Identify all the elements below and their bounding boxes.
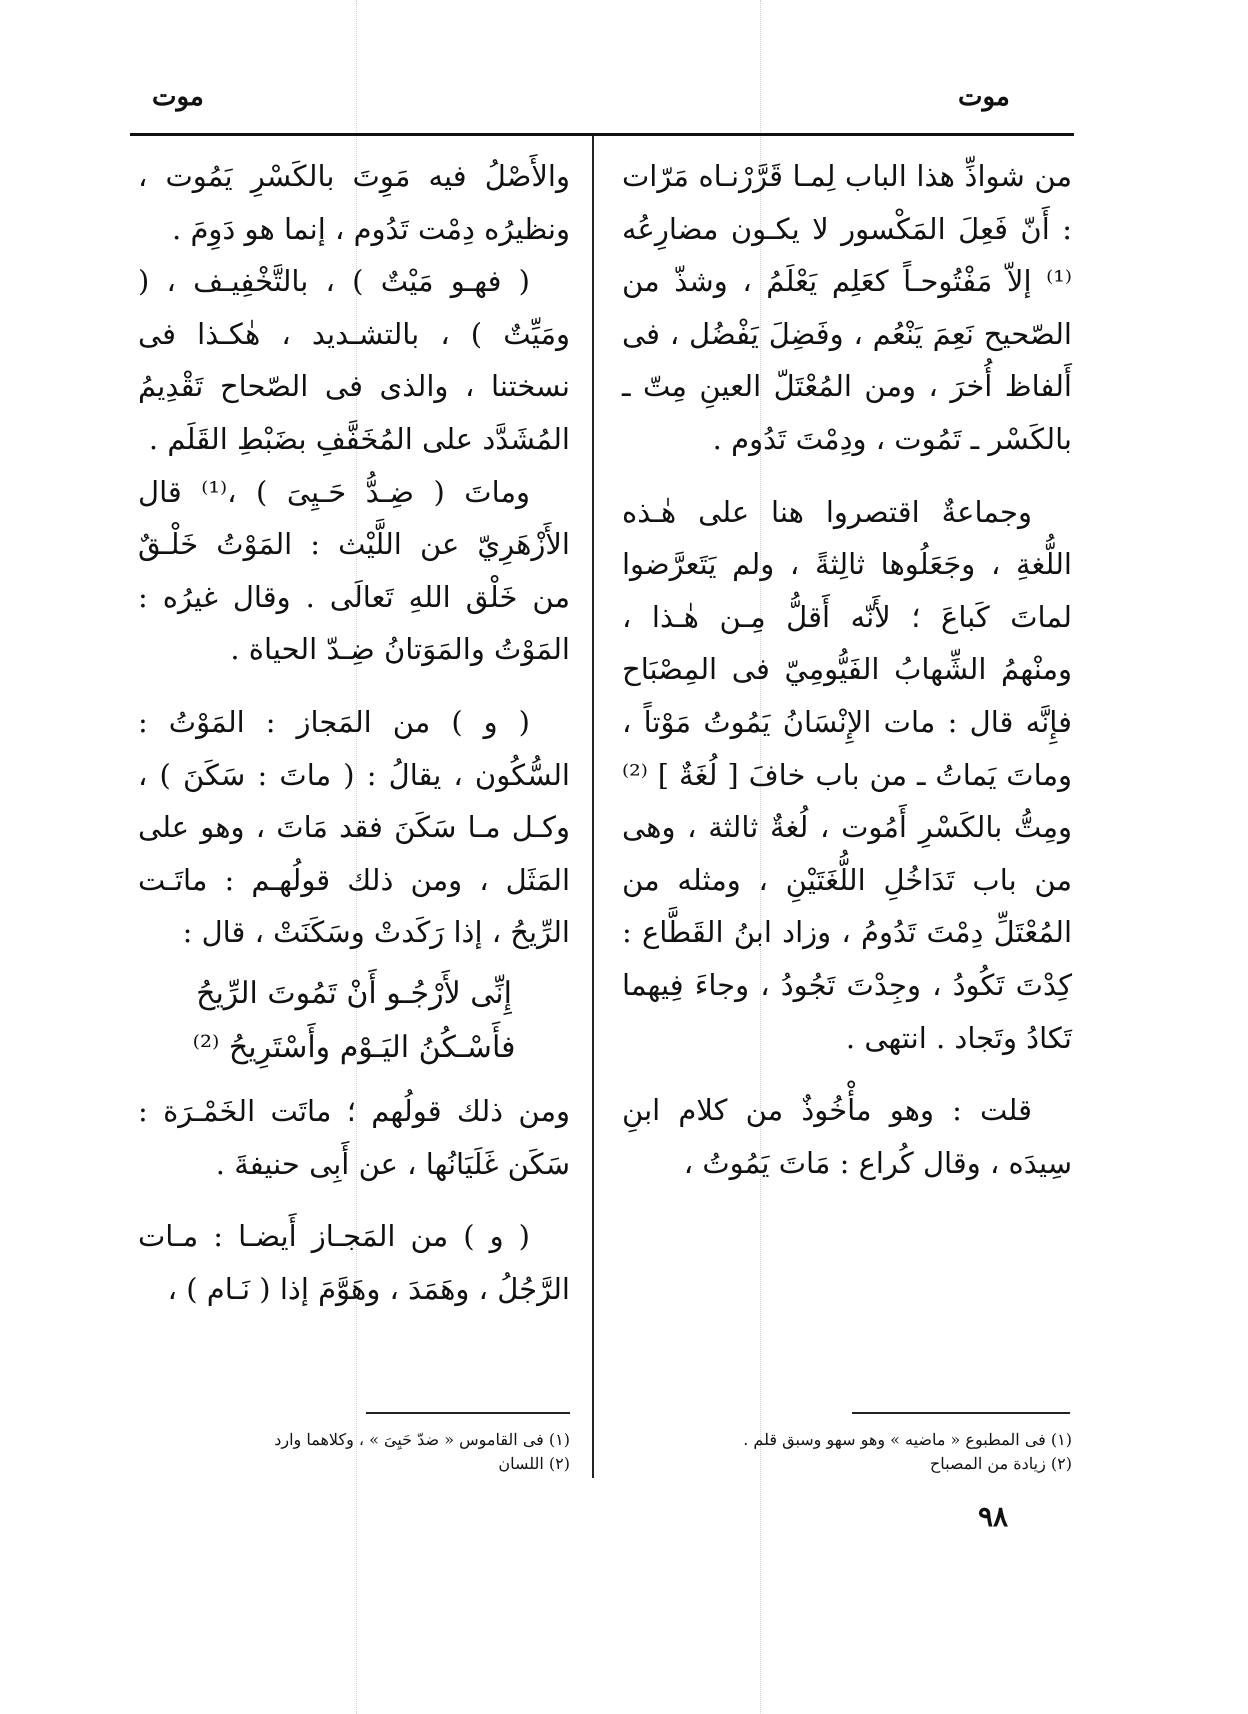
running-head-right: موت [958, 82, 1010, 112]
poem-verse [138, 967, 570, 1075]
left-paragraph: ( و ) من المَجاز : المَوْتُ : السُّكُون ، يقالُ : ( ماتَ : سَكَنَ ) ، وكـل مـا سَكَنَ فقد مَاتَ ، وهو على المَثَل ، ومن ذلك قولُهـم : ماتَـت الرِّيحُ ، إذا رَكَدتْ وسَكَنَتْ ، قال : [138, 704, 570, 950]
right-paragraph: من شواذِّ هذا الباب لِمـا قَرَّرْنـاه مَرّات : أَنّ فَعِلَ المَكْسور لا يكـون مضارِعُه ⁽¹⁾ إلاّ مَفْتُوحـاً كعَلِم يَعْلَمُ ، وشذّ من الصّحيح نَعِمَ يَنْعُم ، وفَضِلَ يَفْضُل ، فى أَلفاظ أُخرَ ، ومن المُعْتَلّ العينِ مِتّ ـ بالكَسْر ـ تَمُوت ، ودِمْتَ تَدُوم . [622, 159, 1072, 456]
footnote: (١) فى القاموس « ضدّ حَيِىَ » ، وكلاهما وارد [274, 1430, 570, 1449]
page-number: ٩٨ [978, 1500, 1009, 1533]
right-paragraph: وجماعةٌ اقتصروا هنا على هٰـذه اللُّغةِ ، وجَعَلُوها ثالِثةً ، ولم يَتَعرَّضوا لماتَ كَباعَ ؛ لأَنّه أَقلُّ مِـن هٰـذا ، ومنْهمُ الشِّهابُ الفَيُّومِيّ فى المِصْبَاح فإِنَّه قال : مات الإِنْسَانُ يَمُوتُ مَوْتاً ، وماتَ يَماتُ ـ من باب خافَ [ لُغَةٌ ] ⁽²⁾ ومِتُّ بالكَسْرِ أَمُوت ، لُغةٌ ثالثة ، وهى من باب تَدَاخُلِ اللُّغَتَيْنِ ، ومثله من المُعْتَلِّ دِمْتَ تَدُومُ ، وزاد ابنُ القَطَّاع : كِدْتَ تَكُودُ ، وجِدْتَ تَجُودُ ، وجاءَ فِيهما تَكادُ وتَجاد . انتهى . [622, 494, 1072, 1055]
footnote: (٢) زيادة من المصباح [929, 1454, 1072, 1473]
left-paragraph: والأَصْلُ فيه مَوِتَ بالكَسْرِ يَمُوت ، ونظيرُه دِمْت تَدُوم ، إنما هو دَوِمَ . [138, 159, 570, 246]
footnotes-left [160, 1428, 570, 1476]
right-column [622, 150, 1072, 1189]
column-divider [592, 136, 594, 1478]
left-paragraph: ( و ) من المَجـاز أَيضـا : مـات الرَّجُلُ ، وهَمَدَ ، وهَوَّمَ إذا ( نَـام ) ، [138, 1219, 570, 1306]
left-paragraph: ( فهـو مَيْتٌ ) ، بالتَّخْفِيـف ، ( ومَيِّتٌ ) ، بالتشـديد ، هٰكـذا فى نسختنا ، والذى فى الصّحاح تَقْدِيمُ المُشَدَّد على المُخَفَّفِ بضَبْطِ القَلَم . [138, 264, 570, 456]
header-rule [130, 133, 1074, 136]
right-paragraph: قلت : وهو مأْخُوذٌ من كلام ابنِ سِيدَه ، وقال كُراع : مَاتَ يَمُوتُ ، [622, 1093, 1072, 1180]
footnotes-right [700, 1428, 1072, 1476]
running-head-left: موت [152, 82, 204, 112]
left-column [138, 150, 570, 1315]
footnote: (١) فى المطبوع « ماضيه » وهو سهو وسبق قلم . [743, 1430, 1072, 1449]
footnote: (٢) اللسان [498, 1454, 570, 1473]
footnote-rule-left [366, 1412, 570, 1414]
left-paragraph: وماتَ ( ضِـدُّ حَـيِىَ ) ،⁽¹⁾ قال الأَزْهَرِيّ عن اللَّيْث : المَوْتُ خَلْـقٌ من خَلْق اللهِ تَعالَى . وقال غيرُه : المَوْتُ والمَوَتانُ ضِـدّ الحياة . [138, 474, 570, 667]
verse-line: فأَسْـكُنُ اليَـوْم وأَسْتَرِيحُ ⁽²⁾ [192, 1029, 516, 1065]
verse-line: إِنِّى لأَرْجُـو أَنْ تَمُوتَ الرِّيحُ [196, 975, 512, 1011]
footnote-rule-right [852, 1412, 1070, 1414]
left-paragraph: ومن ذلك قولُهم ؛ ماتَت الخَمْـرَة : سَكَن غَلَيَانُها ، عن أَبِى حنيفةَ . [138, 1093, 570, 1181]
